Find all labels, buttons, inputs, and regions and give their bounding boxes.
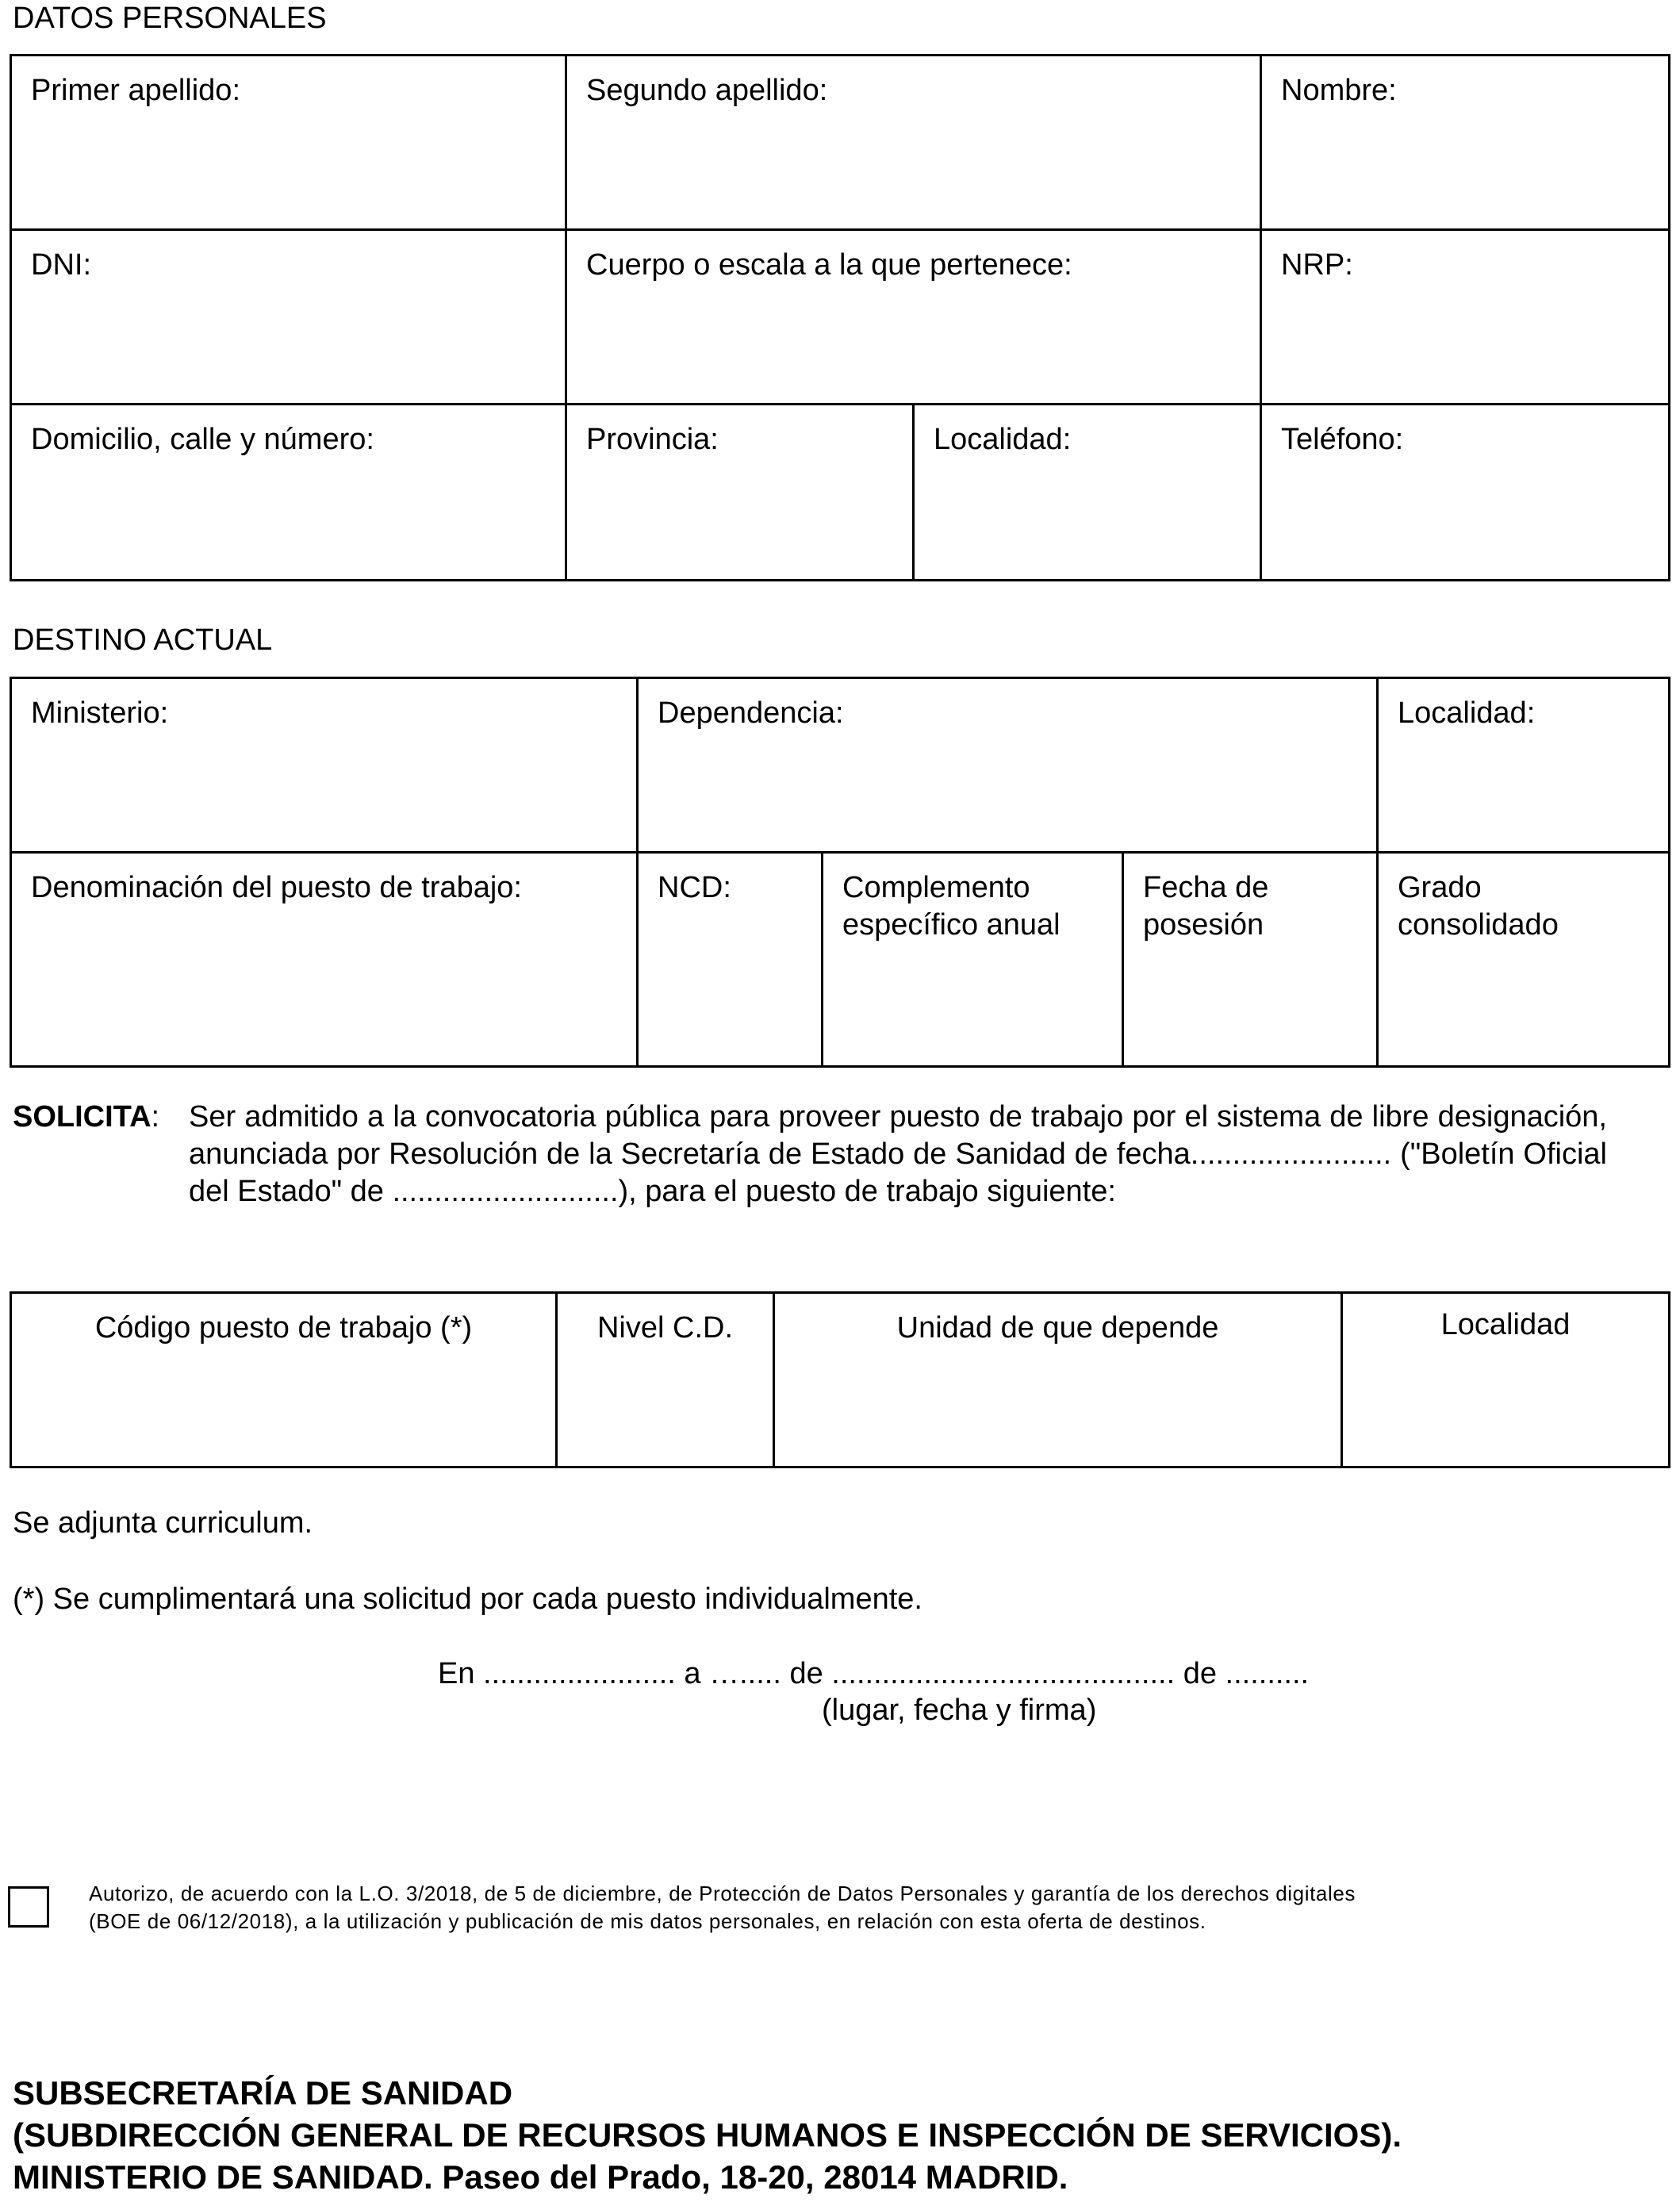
nivel-cd-field[interactable] <box>558 1294 775 1468</box>
destino-actual-table <box>10 677 1670 1068</box>
grado-label-line2: consolidado <box>1398 908 1559 942</box>
fecha-posesion-label-line2: posesión <box>1143 908 1264 942</box>
codigo-puesto-field[interactable] <box>12 1294 558 1468</box>
localidad-personal-label: Localidad: <box>934 423 1072 456</box>
ncd-field[interactable] <box>639 854 823 1068</box>
asterisk-note: (*) Se cumplimentará una solicitud por cada puesto individualmente. <box>13 1582 922 1616</box>
consent-line-2: (BOE de 06/12/2018), a la utilización y publicación de mis datos personales, en relación con esta oferta de destinos. <box>89 1909 1206 1933</box>
signature-caption: (lugar, fecha y firma) <box>822 1694 1097 1727</box>
destino-actual-title: DESTINO ACTUAL <box>13 623 273 657</box>
ministerio-label: Ministerio: <box>31 696 169 730</box>
consent-line-1: Autorizo, de acuerdo con la L.O. 3/2018, de 5 de diciembre, de Protección de Datos Personales y garantía de los derechos digitales <box>89 1882 1356 1905</box>
unidad-depende-label: Unidad de que depende <box>896 1311 1219 1345</box>
nrp-field[interactable] <box>1262 231 1670 405</box>
ministerio-field[interactable] <box>12 679 639 854</box>
telefono-label: Teléfono: <box>1281 423 1404 456</box>
footer-line-2: (SUBDIRECCIÓN GENERAL DE RECURSOS HUMANOS E INSPECCIÓN DE SERVICIOS). <box>13 2116 1402 2154</box>
ncd-label: NCD: <box>658 871 731 904</box>
denominacion-field[interactable] <box>12 854 639 1068</box>
puesto-solicitado-table <box>10 1291 1670 1468</box>
cuerpo-escala-label: Cuerpo o escala a la que pertenece: <box>586 248 1072 282</box>
grado-field[interactable] <box>1379 854 1670 1068</box>
datos-personales-table <box>10 54 1670 581</box>
footer-line-3: MINISTERIO DE SANIDAD. Paseo del Prado, 18-20, 28014 MADRID. <box>13 2158 1068 2196</box>
segundo-apellido-label: Segundo apellido: <box>586 74 828 107</box>
grado-label-line1: Grado <box>1398 871 1482 904</box>
localidad-destino-label: Localidad: <box>1398 696 1536 730</box>
solicita-label: SOLICITA: <box>13 1100 160 1134</box>
solicita-paragraph <box>13 1099 1607 1210</box>
nivel-cd-label: Nivel C.D. <box>596 1311 734 1345</box>
dni-label: DNI: <box>31 248 91 282</box>
data-consent-text <box>89 1880 1644 1935</box>
localidad-puesto-label: Localidad <box>1440 1308 1571 1341</box>
footer-address <box>13 2072 1402 2198</box>
fecha-posesion-field[interactable] <box>1124 854 1379 1068</box>
provincia-field[interactable] <box>567 405 915 581</box>
localidad-destino-field[interactable] <box>1379 679 1670 854</box>
primer-apellido-label: Primer apellido: <box>31 74 240 107</box>
domicilio-label: Domicilio, calle y número: <box>31 423 374 456</box>
dependencia-label: Dependencia: <box>658 696 844 730</box>
dependencia-field[interactable] <box>639 679 1379 854</box>
data-consent-checkbox[interactable] <box>8 1886 49 1928</box>
codigo-puesto-label: Código puesto de trabajo (*) <box>94 1311 473 1345</box>
nombre-field[interactable] <box>1262 56 1670 231</box>
nrp-label: NRP: <box>1281 248 1353 282</box>
solicita-text: Ser admitido a la convocatoria pública para proveer puesto de trabajo por el sistema de libre designación, anunciada por Resolución de la Secretaría de Estado de Sanidad de fecha........................ ("Boletín Oficial del Estado" de ...........................), para el puesto de trabajo siguiente: <box>189 1100 1607 1208</box>
nombre-label: Nombre: <box>1281 74 1397 107</box>
footer-line-1: SUBSECRETARÍA DE SANIDAD <box>13 2074 513 2112</box>
fecha-posesion-label-line1: Fecha de <box>1143 871 1269 904</box>
domicilio-field[interactable] <box>12 405 567 581</box>
unidad-depende-field[interactable] <box>775 1294 1343 1468</box>
denominacion-label: Denominación del puesto de trabajo: <box>31 871 522 904</box>
dni-field[interactable] <box>12 231 567 405</box>
provincia-label: Provincia: <box>586 423 719 456</box>
localidad-personal-field[interactable] <box>915 405 1262 581</box>
complemento-field[interactable] <box>823 854 1124 1068</box>
telefono-field[interactable] <box>1262 405 1670 581</box>
primer-apellido-field[interactable] <box>12 56 567 231</box>
complemento-label-line2: específico anual <box>842 908 1061 942</box>
cuerpo-escala-field[interactable] <box>567 231 1262 405</box>
localidad-puesto-field[interactable] <box>1343 1294 1670 1468</box>
curriculum-note: Se adjunta curriculum. <box>13 1506 313 1540</box>
complemento-label-line1: Complemento <box>842 871 1030 904</box>
signature-line: En ....................... a …..... de ......................................... de .......... <box>438 1657 1310 1690</box>
segundo-apellido-field[interactable] <box>567 56 1262 231</box>
datos-personales-title: DATOS PERSONALES <box>13 2 327 35</box>
